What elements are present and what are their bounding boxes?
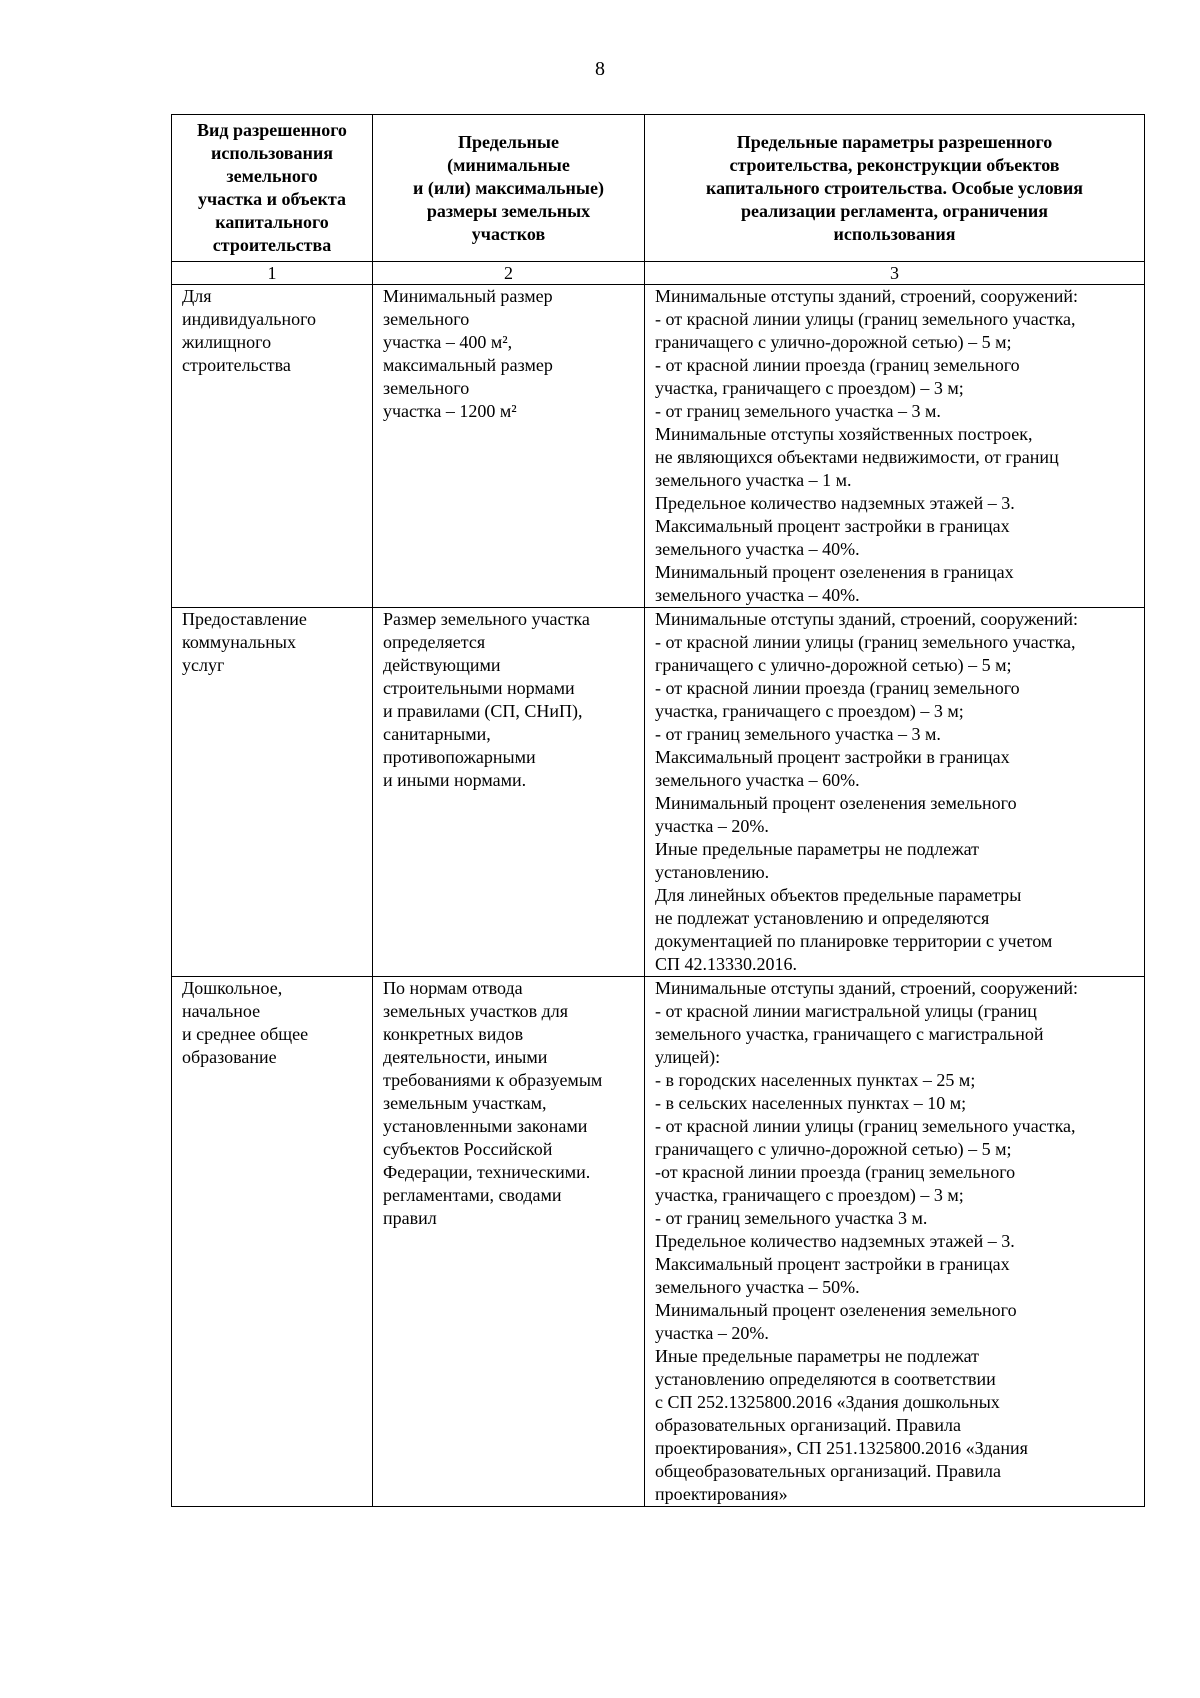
text-line: земельного xyxy=(226,166,318,186)
text-line: индивидуального xyxy=(182,309,317,329)
text-line: - от красной линии улицы (границ земельного участка, xyxy=(655,1116,1076,1136)
text-line: Размер земельного участка xyxy=(383,609,590,629)
text-line: земельных участков для xyxy=(383,1001,569,1021)
text-line: услуг xyxy=(182,655,225,675)
text-line: По нормам отвода xyxy=(383,978,523,998)
regulations-table xyxy=(171,114,1145,1507)
text-line: деятельности, иными xyxy=(383,1047,548,1067)
text-line: участка – 20%. xyxy=(655,816,769,836)
text-line: регламентами, сводами xyxy=(383,1185,562,1205)
text-line: земельного участка – 60%. xyxy=(655,770,860,790)
text-line: Минимальные отступы хозяйственных построек, xyxy=(655,424,1033,444)
parameters-cell xyxy=(645,285,1145,608)
text-line: и среднее общее xyxy=(182,1024,309,1044)
text-line: общеобразовательных организаций. Правила xyxy=(655,1461,1001,1481)
text-line: капитального строительства. Особые условия xyxy=(706,177,1083,198)
text-line: земельного xyxy=(383,378,470,398)
text-line: Минимальный процент озеленения земельного xyxy=(655,793,1017,813)
text-line: использования xyxy=(833,223,956,244)
text-line: образовательных организаций. Правила xyxy=(655,1415,961,1435)
table-row xyxy=(172,977,1145,1507)
text-line: капитального xyxy=(215,212,329,232)
text-line: участка, граничащего с проездом) – 3 м; xyxy=(655,1185,964,1205)
header-plot-sizes xyxy=(373,115,645,262)
text-line: участка, граничащего с проездом) – 3 м; xyxy=(655,378,964,398)
text-line: Иные предельные параметры не подлежат xyxy=(655,839,980,859)
header-permitted-use xyxy=(172,115,373,262)
text-line: земельного участка – 40%. xyxy=(655,585,860,605)
text-line: СП 42.13330.2016. xyxy=(655,954,798,974)
text-line: санитарными, xyxy=(383,724,491,744)
text-line: Минимальные отступы зданий, строений, сооружений: xyxy=(655,609,1079,629)
text-line: начальное xyxy=(182,1001,261,1021)
text-line: конкретных видов xyxy=(383,1024,524,1044)
text-line: - в городских населенных пунктах – 25 м; xyxy=(655,1070,976,1090)
text-line: Минимальные отступы зданий, строений, сооружений: xyxy=(655,286,1079,306)
text-line: - от границ земельного участка – 3 м. xyxy=(655,724,941,744)
header-row xyxy=(172,115,1145,262)
plot-size-cell xyxy=(373,285,645,608)
text-line: - от границ земельного участка – 3 м. xyxy=(655,401,941,421)
text-line: - от красной линии улицы (границ земельного участка, xyxy=(655,309,1076,329)
text-line: Вид разрешенного xyxy=(197,120,347,140)
text-line: и правилами (СП, СНиП), xyxy=(383,701,583,721)
text-line: - от красной линии улицы (границ земельного участка, xyxy=(655,632,1076,652)
text-line: коммунальных xyxy=(182,632,296,652)
table-row xyxy=(172,608,1145,977)
text-line: участка – 1200 м² xyxy=(383,401,517,421)
text-line: Максимальный процент застройки в границах xyxy=(655,1254,1010,1274)
text-line: максимальный размер xyxy=(383,355,553,375)
text-line: строительными нормами xyxy=(383,678,575,698)
text-line: - от красной линии проезда (границ земельного xyxy=(655,678,1020,698)
plot-size-cell xyxy=(373,608,645,977)
text-line: земельного xyxy=(383,309,470,329)
text-line: - от красной линии проезда (границ земельного xyxy=(655,355,1020,375)
text-line: действующими xyxy=(383,655,501,675)
text-line: установлению. xyxy=(655,862,770,882)
text-line: проектирования» xyxy=(655,1484,788,1504)
text-line: Предельное количество надземных этажей – 3. xyxy=(655,1231,1015,1251)
text-line: граничащего с улично-дорожной сетью) – 5 м; xyxy=(655,655,1012,675)
text-line: использования xyxy=(211,143,333,163)
text-line: Предельные xyxy=(458,131,559,152)
text-line: установлению определяются в соответствии xyxy=(655,1369,996,1389)
text-line: размеры земельных xyxy=(426,200,591,221)
text-line: с СП 252.1325800.2016 «Здания дошкольных xyxy=(655,1392,1000,1412)
text-line: требованиями к образуемым xyxy=(383,1070,603,1090)
permitted-use-cell xyxy=(172,608,373,977)
text-line: и (или) максимальные) xyxy=(413,177,604,198)
text-line: участка – 20%. xyxy=(655,1323,769,1343)
text-line: Минимальные отступы зданий, строений, сооружений: xyxy=(655,978,1079,998)
text-line: (минимальные xyxy=(447,154,570,175)
header-construction-parameters xyxy=(645,115,1145,262)
text-line: земельного участка – 1 м. xyxy=(655,470,852,490)
text-line: Предельные параметры разрешенного xyxy=(736,131,1053,152)
text-line: - от границ земельного участка 3 м. xyxy=(655,1208,928,1228)
text-line: Предоставление xyxy=(182,609,307,629)
text-line: строительства xyxy=(212,235,332,255)
text-line: граничащего с улично-дорожной сетью) – 5 м; xyxy=(655,1139,1012,1159)
text-line: земельного участка, граничащего с магистральной xyxy=(655,1024,1044,1044)
text-line: - от красной линии магистральной улицы (границ xyxy=(655,1001,1037,1021)
page-number: 8 xyxy=(595,58,605,80)
text-line: участка и объекта xyxy=(198,189,346,209)
text-line: Минимальный процент озеленения в границах xyxy=(655,562,1014,582)
column-number-row xyxy=(172,262,1145,285)
text-line: реализации регламента, ограничения xyxy=(740,200,1049,221)
text-line: определяется xyxy=(383,632,486,652)
text-line: Предельное количество надземных этажей – 3. xyxy=(655,493,1015,513)
text-line: строительства xyxy=(182,355,291,375)
text-line: не подлежат установлению и определяются xyxy=(655,908,990,928)
text-line: Максимальный процент застройки в границах xyxy=(655,747,1010,767)
text-line: установленными законами xyxy=(383,1116,588,1136)
text-line: улицей): xyxy=(655,1047,721,1067)
text-line: строительства, реконструкции объектов xyxy=(729,154,1060,175)
table-row xyxy=(172,285,1145,608)
column-number: 3 xyxy=(645,262,1145,285)
text-line: земельным участкам, xyxy=(383,1093,547,1113)
text-line: граничащего с улично-дорожной сетью) – 5 м; xyxy=(655,332,1012,352)
text-line: документацией по планировке территории с учетом xyxy=(655,931,1053,951)
text-line: участка, граничащего с проездом) – 3 м; xyxy=(655,701,964,721)
text-line: Минимальный процент озеленения земельного xyxy=(655,1300,1017,1320)
text-line: жилищного xyxy=(182,332,272,352)
text-line: Максимальный процент застройки в границах xyxy=(655,516,1010,536)
text-line: участков xyxy=(471,223,546,244)
text-line: Для xyxy=(182,286,212,306)
column-number: 2 xyxy=(373,262,645,285)
text-line: - в сельских населенных пунктах – 10 м; xyxy=(655,1093,967,1113)
parameters-cell xyxy=(645,608,1145,977)
text-line: Для линейных объектов предельные параметры xyxy=(655,885,1022,905)
text-line: -от красной линии проезда (границ земельного xyxy=(655,1162,1016,1182)
text-line: не являющихся объектами недвижимости, от границ xyxy=(655,447,1059,467)
permitted-use-cell xyxy=(172,285,373,608)
text-line: Минимальный размер xyxy=(383,286,553,306)
text-line: противопожарными xyxy=(383,747,536,767)
text-line: Дошкольное, xyxy=(182,978,283,998)
text-line: Иные предельные параметры не подлежат xyxy=(655,1346,980,1366)
column-number: 1 xyxy=(172,262,373,285)
text-line: участка – 400 м², xyxy=(383,332,513,352)
plot-size-cell xyxy=(373,977,645,1507)
text-line: Федерации, техническими. xyxy=(383,1162,591,1182)
text-line: субъектов Российской xyxy=(383,1139,553,1159)
text-line: и иными нормами. xyxy=(383,770,527,790)
text-line: проектирования», СП 251.1325800.2016 «Здания xyxy=(655,1438,1028,1458)
text-line: земельного участка – 40%. xyxy=(655,539,860,559)
text-line: правил xyxy=(383,1208,437,1228)
permitted-use-cell xyxy=(172,977,373,1507)
text-line: образование xyxy=(182,1047,277,1067)
text-line: земельного участка – 50%. xyxy=(655,1277,860,1297)
parameters-cell xyxy=(645,977,1145,1507)
